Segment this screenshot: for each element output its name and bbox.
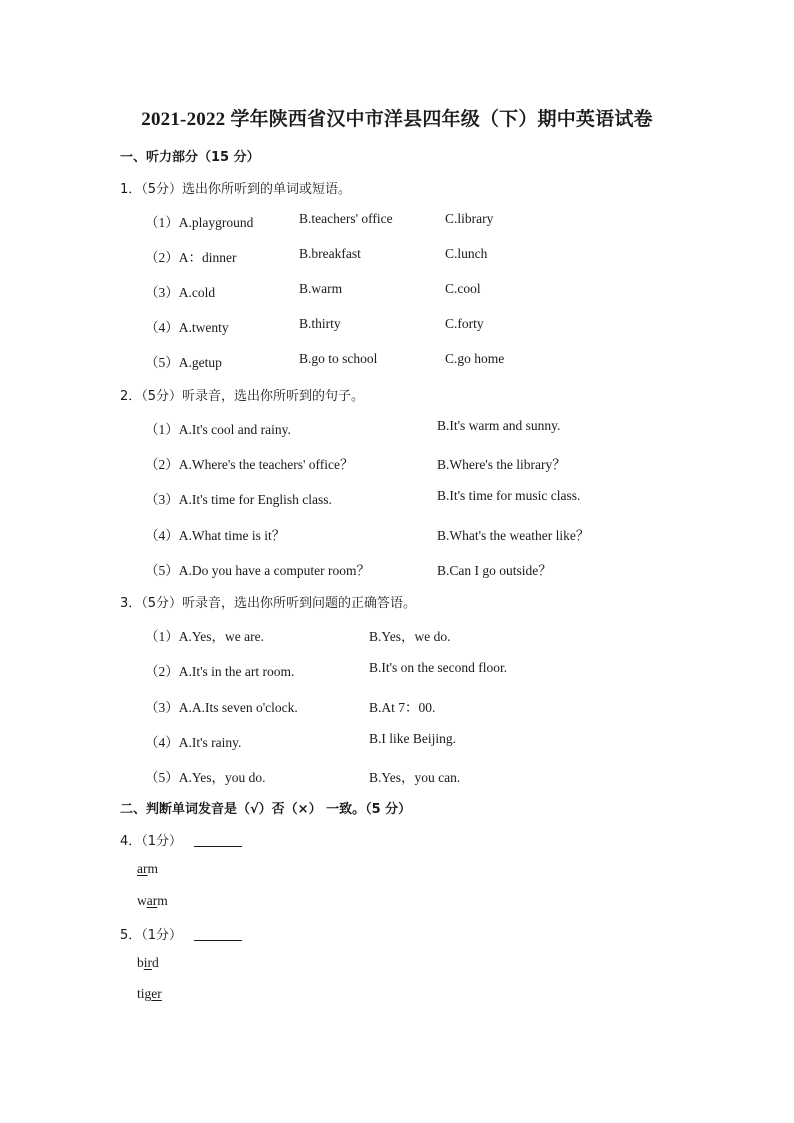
q1-option-row: [0, 316, 794, 336]
q1-option-a: （3）A.cold: [145, 285, 216, 300]
q1-option-a: （5）A.getup: [145, 355, 222, 370]
question-4-label: 4．（1分）: [120, 834, 183, 849]
word-underlined-part: ar: [137, 861, 148, 876]
q1-option-a: （4）A.twenty: [145, 320, 229, 335]
question-3-prompt: 3．（5分）听录音，选出你所听到问题的正确答语。: [120, 596, 417, 611]
q1-option-b: B.thirty: [299, 316, 341, 331]
q1-option-b: B.go to school: [299, 351, 378, 366]
word-underlined-part: er: [151, 986, 162, 1001]
q2-option-row: [0, 488, 794, 508]
section-heading-pronunciation: 二、判断单词发音是（√）否（×） 一致。（5 分）: [120, 802, 412, 817]
q2-option-a: （1）A.It's cool and rainy.: [145, 422, 291, 437]
q2-option-row: [0, 418, 794, 438]
word-prefix: tig: [137, 986, 152, 1001]
q1-option-b: B.breakfast: [299, 246, 361, 261]
q3-option-row: [0, 625, 794, 645]
q2-option-a: （3）A.It's time for English class.: [145, 492, 332, 507]
q4-word-2: [137, 893, 168, 909]
q2-option-row: [0, 524, 794, 544]
word-suffix: d: [152, 955, 159, 970]
question-4-prompt: [120, 830, 242, 849]
q3-option-b: B.Yes，we do.: [369, 629, 451, 644]
q3-option-b: B.It's on the second floor.: [369, 660, 508, 675]
q1-option-a: （2）A：dinner: [145, 250, 237, 265]
question-1-prompt: 1．（5分）选出你所听到的单词或短语。: [120, 182, 352, 197]
q5-word-2: [137, 986, 162, 1002]
q2-option-b: B.It's time for music class.: [437, 488, 581, 503]
q1-option-c: C.forty: [445, 316, 484, 331]
q3-option-a: （5）A.Yes，you do.: [145, 770, 266, 785]
q3-option-row: [0, 696, 794, 716]
word-prefix: b: [137, 955, 144, 970]
q3-option-a: （4）A.It's rainy.: [145, 735, 242, 750]
q2-option-b: B.Can I go outside？: [437, 563, 552, 578]
q1-option-row: [0, 281, 794, 301]
q1-option-c: C.library: [445, 211, 494, 226]
word-suffix: m: [157, 893, 168, 908]
q1-option-row: [0, 246, 794, 266]
q3-option-b: B.At 7：00.: [369, 700, 436, 715]
q3-option-a: （1）A.Yes，we are.: [145, 629, 264, 644]
q1-option-b: B.warm: [299, 281, 343, 296]
q3-option-b: B.I like Beijing.: [369, 731, 456, 746]
q1-option-row: [0, 351, 794, 371]
q3-option-a: （2）A.It's in the art room.: [145, 664, 295, 679]
q1-option-c: C.go home: [445, 351, 505, 366]
q1-option-c: C.cool: [445, 281, 481, 296]
q2-option-row: [0, 453, 794, 473]
q1-option-c: C.lunch: [445, 246, 488, 261]
q2-option-a: （4）A.What time is it？: [145, 528, 286, 543]
question-2-prompt: 2．（5分）听录音，选出你所听到的句子。: [120, 389, 365, 404]
section-heading-listening: 一、听力部分（15 分）: [120, 150, 260, 165]
q4-word-1: [137, 861, 158, 877]
word-suffix: m: [147, 861, 159, 876]
question-5-label: 5．（1分）: [120, 928, 183, 943]
answer-blank[interactable]: [194, 846, 242, 847]
question-5-prompt: [120, 924, 242, 943]
answer-blank[interactable]: [194, 940, 242, 941]
q2-option-a: （5）A.Do you have a computer room？: [145, 563, 370, 578]
q1-option-b: B.teachers' office: [299, 211, 393, 226]
q5-word-1: [137, 955, 159, 971]
q3-option-row: [0, 660, 794, 680]
q2-option-a: （2）A.Where's the teachers' office？: [145, 457, 354, 472]
page-title: 2021-2022 学年陕西省汉中市洋县四年级（下）期中英语试卷: [141, 109, 653, 130]
q2-option-b: B.Where's the library？: [437, 457, 566, 472]
q3-option-row: [0, 766, 794, 786]
q2-option-row: [0, 559, 794, 579]
q3-option-row: [0, 731, 794, 751]
word-underlined-part: ir: [143, 955, 152, 970]
q3-option-b: B.Yes，you can.: [369, 770, 461, 785]
word-prefix: w: [137, 893, 147, 908]
word-underlined-part: ar: [146, 893, 158, 908]
q2-option-b: B.It's warm and sunny.: [437, 418, 561, 433]
q2-option-b: B.What's the weather like？: [437, 528, 590, 543]
q1-option-a: （1）A.playground: [145, 215, 254, 230]
q1-option-row: [0, 211, 794, 231]
q3-option-a: （3）A.A.Its seven o'clock.: [145, 700, 298, 715]
